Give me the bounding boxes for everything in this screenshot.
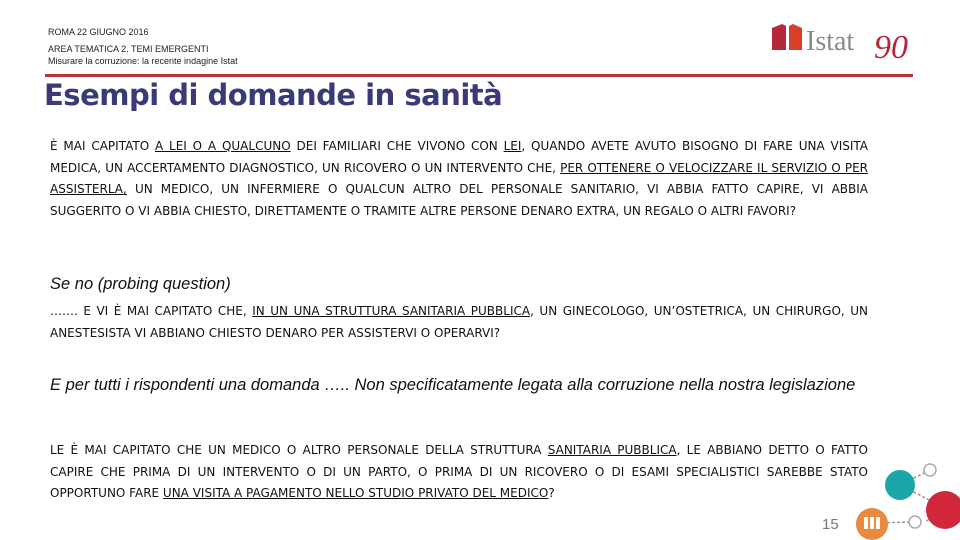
logo-text: Istat (806, 26, 855, 57)
note-all-respondents: E per tutti i rispondenti una domanda ….. Non specificatamente legata alla corruzione nella nostra legislazione (50, 376, 856, 394)
question-2: ……. E VI È MAI CAPITATO CHE, IN UN UNA STRUTTURA SANITARIA PUBBLICA, UN GINECOLOGO, UN’OSTETRICA, UN CHIRURGO, UN ANESTESISTA VI ABBIANO CHIESTO DENARO PER ASSISTERVI O OPERARVI? (50, 304, 868, 340)
people-icon (926, 491, 960, 529)
logo-number: 90 (874, 29, 908, 66)
question-1: È MAI CAPITATO A LEI O A QUALCUNO DEI FAMILIARI CHE VIVONO CON LEI, QUANDO AVETE AVUTO BISOGNO DI FARE UNA VISITA MEDICA, UN ACCERTAMENTO DIAGNOSTICO, UN RICOVERO O UN INTERVENTO CHE, PER OTTENERE O VELOCIZZARE IL SERVIZIO O PER ASSISTERLA, UN MEDICO, UN INFERMIERE O QUALCUN ALTRO DEL PERSONALE SANITARIO, VI ABBIA FATTO CAPIRE, VI ABBIA SUGGERITO O VI ABBIA CHIESTO, DIRETTAMENTE O TRAMITE ALTRE PERSONE DENARO EXTRA, UN REGALO O ALTRI FAVORI? (50, 139, 869, 218)
header-rule (45, 74, 913, 77)
page-title: Esempi di domande in sanità (44, 78, 503, 112)
network-decoration-icon (840, 460, 960, 540)
globe-icon (885, 470, 915, 500)
event-date: ROMA 22 GIUGNO 2016 (48, 27, 149, 37)
question-3: LE È MAI CAPITATO CHE UN MEDICO O ALTRO PERSONALE DELLA STRUTTURA SANITARIA PUBBLICA, LE ABBIANO DETTO O FATTO CAPIRE CHE PRIMA DI UN INTERVENTO O DI UN PARTO, O PRIMA DI UN RICOVERO O DI ESAMI SPECIALISTICI SAREBBE STATO OPPORTUNO FARE UNA VISITA A PAGAMENTO NELLO STUDIO PRIVATO DEL MEDICO? (50, 443, 868, 500)
thematic-area: AREA TEMATICA 2. TEMI EMERGENTI (48, 44, 209, 54)
probing-label: Se no (probing question) (50, 275, 231, 293)
page-number: 15 (822, 516, 839, 533)
istat-logo (772, 20, 922, 68)
presentation-subtitle: Misurare la corruzione: la recente indagine Istat (48, 56, 238, 66)
